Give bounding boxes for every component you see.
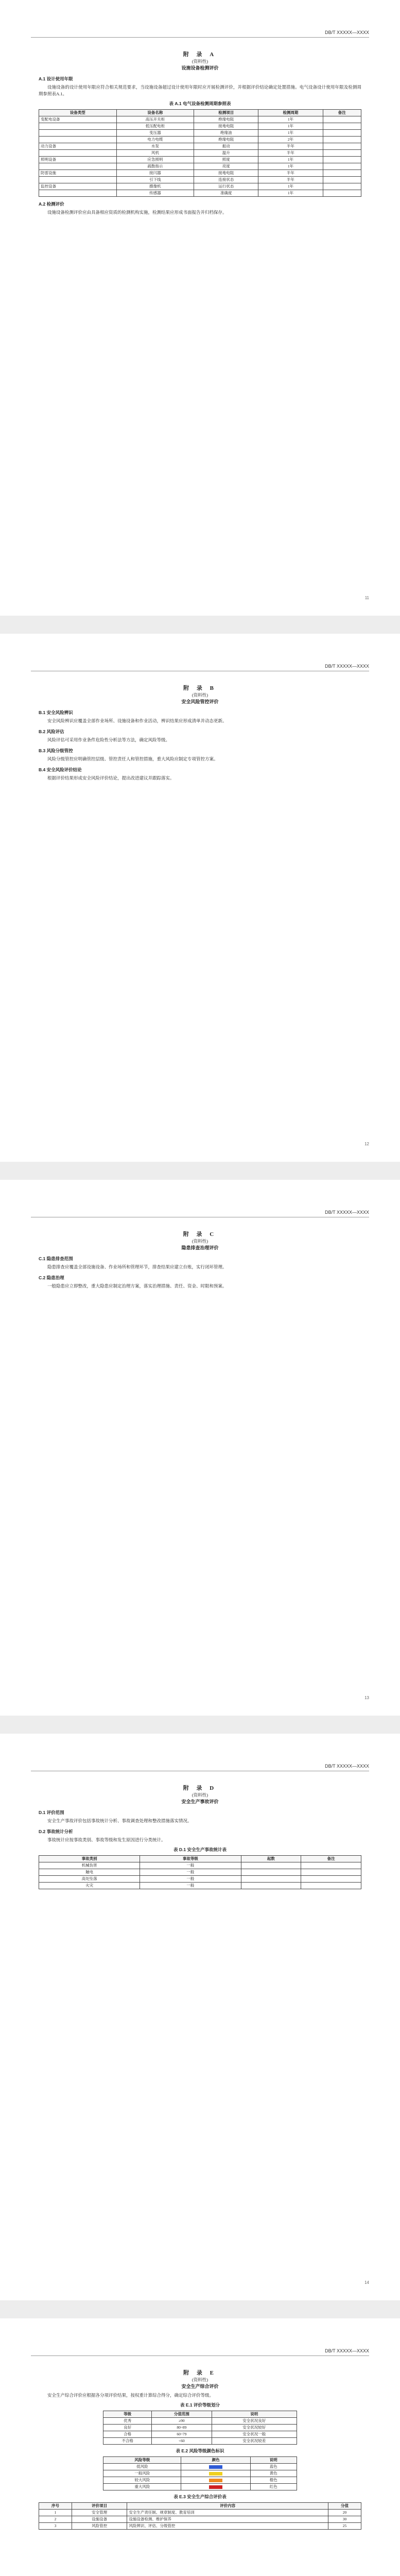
table-cell: 安全管理: [72, 2510, 127, 2516]
table-cell: [323, 170, 361, 177]
table-cell: [323, 177, 361, 183]
table-cell: [323, 137, 361, 143]
table-row: [39, 183, 361, 190]
page-content: [39, 685, 361, 783]
paragraph: 风险评估可采用作业条件危险性分析法等方法，确定风险等级。: [47, 737, 170, 742]
appendix-title: 附 录 A: [183, 52, 217, 58]
paragraph: 设施设备检测评价应由具备相应资质的检测机构实施，检测结果应形成书面报告并归档保存。: [47, 210, 227, 215]
data-table: [103, 2411, 297, 2445]
paragraph: 隐患排查应覆盖全部设施设备、作业场所和管理环节，排查结果应建立台账，实行闭环管理。: [47, 1264, 227, 1269]
table-cell: 引下线: [116, 177, 194, 183]
table-header-cell: 设备类型: [39, 110, 117, 116]
appendix-kind: (资料性): [192, 2377, 208, 2382]
table-header-cell: 起数: [241, 1856, 301, 1862]
table-row: [39, 170, 361, 177]
document-page: [0, 1734, 400, 2300]
table-cell: 1年: [258, 190, 323, 197]
table-cell: [323, 123, 361, 130]
appendix-heading: [39, 2370, 361, 2390]
table-cell: 水泵: [116, 143, 194, 150]
table-row: [103, 2425, 297, 2431]
table-cell: [323, 150, 361, 157]
table-row: [39, 157, 361, 163]
table-cell: 1年: [258, 123, 323, 130]
section-heading: A.1 设计使用年限: [39, 76, 73, 81]
table-cell: <60: [151, 2438, 212, 2445]
table-cell: 变配电设备: [39, 116, 117, 123]
table-cell: [241, 1876, 301, 1883]
table-cell: 黄色: [250, 2470, 297, 2477]
table-cell: 优秀: [103, 2418, 151, 2425]
table-caption: 表 D.1 安全生产事故统计表: [173, 1847, 227, 1852]
document-page: [0, 1180, 400, 1716]
table-cell: [301, 1862, 361, 1869]
doc-code: DB/T XXXXX—XXXX: [325, 664, 369, 669]
table-cell: 2: [39, 2516, 72, 2523]
table-header-cell: 分值范围: [151, 2411, 212, 2418]
table-cell: 防雷设施: [39, 170, 117, 177]
paragraph: 事故统计应按事故类别、事故等级和发生原因进行分类统计。: [47, 1837, 166, 1842]
table-header-cell: 事故类别: [39, 1856, 140, 1862]
table-cell: 传感器: [116, 190, 194, 197]
table-row: [103, 2470, 297, 2477]
paragraph: 安全生产事故评价包括事故统计分析、事故调查处理和整改措施落实情况。: [47, 1818, 192, 1823]
page-content: [39, 1785, 361, 1889]
table-cell: [323, 116, 361, 123]
appendix-title: 附 录 E: [183, 2370, 217, 2376]
table-caption: 表 E.2 风险等级颜色标识: [176, 2448, 224, 2453]
appendix-heading: [39, 685, 361, 705]
page-content: [39, 1231, 361, 1291]
table-cell: 火灾: [39, 1883, 140, 1889]
table-cell: 运行状态: [194, 183, 258, 190]
table-cell: 温升: [194, 150, 258, 157]
table-cell: 高压开关柜: [116, 116, 194, 123]
table-row: [39, 116, 361, 123]
doc-code: DB/T XXXXX—XXXX: [325, 30, 369, 35]
table-cell: [241, 1869, 301, 1876]
section-heading: B.3 风险分级管控: [39, 748, 73, 753]
table-cell: 设施设备检测、维护保养: [127, 2516, 328, 2523]
color-swatch: [209, 2472, 222, 2476]
table-cell: 良好: [103, 2425, 151, 2431]
table-cell: 绝缘电阻: [194, 137, 258, 143]
table-cell: 电力电缆: [116, 137, 194, 143]
table-cell: 高处坠落: [39, 1876, 140, 1883]
table-cell: 接地电阻: [194, 170, 258, 177]
table-cell: 一般: [140, 1883, 241, 1889]
appendix-heading: [39, 1231, 361, 1251]
table-header-cell: 说明: [250, 2457, 297, 2464]
table-cell: [39, 150, 117, 157]
table-row: [39, 177, 361, 183]
table-row: [39, 130, 361, 137]
table-cell: 摄像机: [116, 183, 194, 190]
table-row: [39, 1876, 361, 1883]
table-cell: 风机: [116, 150, 194, 157]
table-cell: 不合格: [103, 2438, 151, 2445]
table-cell: 接地电阻: [194, 123, 258, 130]
doc-code: DB/T XXXXX—XXXX: [325, 2348, 369, 2353]
table-header-cell: 分值: [328, 2503, 361, 2510]
table-cell: 照度: [194, 157, 258, 163]
table-cell: 1年: [258, 183, 323, 190]
table-cell: 1年: [258, 130, 323, 137]
table-cell: 低压配电柜: [116, 123, 194, 130]
appendix-name: 安全风险管控评价: [181, 699, 219, 704]
table-header-cell: 评价内容: [127, 2503, 328, 2510]
table-row: [39, 190, 361, 197]
paragraph: 设施设备的设计使用年限应符合相关规范要求，当设施设备超过设计使用年限时应开展检测评价，并根据评价结论确定处置措施。电气设备设计使用年限及检测周期参照表A.1。: [39, 84, 361, 96]
table-cell: [301, 1883, 361, 1889]
table-cell: 风险辨识、评估、分级管控: [127, 2523, 328, 2530]
table-cell: 3: [39, 2523, 72, 2530]
table-header-cell: 评价项目: [72, 2503, 127, 2510]
section-heading: A.2 检测评价: [39, 201, 64, 207]
document-page: [0, 634, 400, 1162]
page-number: 12: [364, 1142, 369, 1146]
color-swatch-cell: [181, 2484, 251, 2490]
table-caption: 表 A.1 电气设备检测周期参照表: [169, 101, 231, 106]
table-row: [103, 2418, 297, 2425]
table-header-cell: 检测周期: [258, 110, 323, 116]
table-caption: 表 E.3 安全生产综合评价表: [173, 2494, 227, 2499]
appendix-kind: (资料性): [192, 1239, 208, 1244]
table-cell: 1年: [258, 116, 323, 123]
doc-code: DB/T XXXXX—XXXX: [325, 1764, 369, 1769]
table-row: [103, 2431, 297, 2438]
table-row: [103, 2477, 297, 2484]
table-cell: 应急照明: [116, 157, 194, 163]
paragraph: 一般隐患应立即整改，重大隐患应制定治理方案，落实治理措施、责任、资金、时限和预案。: [47, 1283, 227, 1289]
header-rule: [31, 37, 369, 38]
table-cell: 安全状况一般: [212, 2431, 297, 2438]
table-row: [39, 150, 361, 157]
paragraph: 风险分级管控应明确管控层级、管控责任人和管控措施，重大风险应制定专项管控方案。: [47, 756, 218, 761]
table-cell: [39, 137, 117, 143]
paragraph: 根据评价结果形成安全风险评价结论，提出改进建议并跟踪落实。: [47, 775, 175, 781]
table-cell: 重大风险: [103, 2484, 181, 2490]
color-swatch-cell: [181, 2464, 251, 2470]
table-cell: 半年: [258, 177, 323, 183]
table-row: [103, 2438, 297, 2445]
table-cell: 1年: [258, 157, 323, 163]
table-cell: 半年: [258, 143, 323, 150]
data-table: [39, 1855, 361, 1889]
appendix-kind: (资料性): [192, 59, 208, 64]
appendix-name: 安全生产事故评价: [181, 1799, 219, 1804]
page-number: 14: [364, 2280, 369, 2285]
table-cell: 30: [328, 2516, 361, 2523]
header-rule: [31, 2355, 369, 2356]
doc-code: DB/T XXXXX—XXXX: [325, 1210, 369, 1215]
table-row: [39, 123, 361, 130]
table-cell: 振动: [194, 143, 258, 150]
table-cell: 80~89: [151, 2425, 212, 2431]
table-cell: 疏散指示: [116, 163, 194, 170]
appendix-title: 附 录 B: [183, 685, 217, 691]
page-number: 13: [364, 1696, 369, 1700]
section-heading: B.4 安全风险评价结论: [39, 767, 82, 772]
paragraph: 安全风险辨识应覆盖全部作业场所、设施设备和作业活动，辨识结果应形成清单并动态更新。: [47, 718, 227, 723]
page-content: [39, 52, 361, 217]
table-row: [39, 1869, 361, 1876]
document-page: [0, 2318, 400, 2576]
table-cell: 一般: [140, 1862, 241, 1869]
table-header-cell: 备注: [301, 1856, 361, 1862]
table-row: [39, 1883, 361, 1889]
table-cell: 变压器: [116, 130, 194, 137]
table-cell: 设施设备: [72, 2516, 127, 2523]
table-cell: 25: [328, 2523, 361, 2530]
table-cell: 机械伤害: [39, 1862, 140, 1869]
table-cell: ≥90: [151, 2418, 212, 2425]
table-cell: 1: [39, 2510, 72, 2516]
table-cell: [301, 1876, 361, 1883]
appendix-kind: (资料性): [192, 692, 208, 698]
table-cell: 60~79: [151, 2431, 212, 2438]
appendix-kind: (资料性): [192, 1792, 208, 1798]
table-cell: [39, 190, 117, 197]
table-row: [39, 2523, 361, 2530]
table-cell: 亮度: [194, 163, 258, 170]
table-cell: 20: [328, 2510, 361, 2516]
color-legend-table: [103, 2456, 297, 2490]
table-row: [103, 2464, 297, 2470]
table-cell: 半年: [258, 150, 323, 157]
table-header-cell: 说明: [212, 2411, 297, 2418]
table-cell: 2年: [258, 137, 323, 143]
table-cell: 动力设备: [39, 143, 117, 150]
color-swatch-cell: [181, 2477, 251, 2484]
table-caption: 表 E.1 评价等级划分: [180, 2402, 220, 2408]
table-header-cell: 事故等级: [140, 1856, 241, 1862]
table-header-cell: 序号: [39, 2503, 72, 2510]
table-header-cell: 设备名称: [116, 110, 194, 116]
paragraph: 安全生产综合评价应根据各分项评价结果，按权重计算综合得分，确定综合评价等级。: [47, 2393, 214, 2398]
table-cell: 安全状况较好: [212, 2425, 297, 2431]
table-header-cell: 等级: [103, 2411, 151, 2418]
color-swatch: [209, 2465, 222, 2469]
table-cell: 安全状况较差: [212, 2438, 297, 2445]
appendix-name: 隐患排查治理评价: [181, 1245, 219, 1250]
appendix-title: 附 录 C: [183, 1231, 217, 1238]
table-cell: 安全状况良好: [212, 2418, 297, 2425]
table-cell: 1年: [258, 163, 323, 170]
table-cell: [241, 1862, 301, 1869]
color-swatch-cell: [181, 2470, 251, 2477]
appendix-name: 设施设备检测评价: [181, 65, 219, 71]
table-row: [39, 137, 361, 143]
table-cell: 蓝色: [250, 2464, 297, 2470]
table-cell: 半年: [258, 170, 323, 177]
table-cell: 一般风险: [103, 2470, 181, 2477]
table-cell: [323, 163, 361, 170]
table-cell: [323, 190, 361, 197]
data-table: [39, 109, 361, 197]
table-header-cell: 颜色: [181, 2457, 251, 2464]
table-row: [39, 143, 361, 150]
section-heading: C.1 隐患排查范围: [39, 1256, 73, 1261]
table-cell: 绝缘电阻: [194, 116, 258, 123]
table-cell: [323, 130, 361, 137]
color-swatch: [209, 2485, 222, 2489]
table-cell: [39, 163, 117, 170]
table-cell: 触电: [39, 1869, 140, 1876]
section-heading: D.2 事故统计分析: [39, 1829, 73, 1834]
table-cell: [323, 183, 361, 190]
table-cell: 照明设备: [39, 157, 117, 163]
table-cell: [39, 130, 117, 137]
table-row: [39, 2516, 361, 2523]
table-row: [103, 2484, 297, 2490]
table-cell: [39, 177, 117, 183]
table-cell: [323, 143, 361, 150]
appendix-heading: [39, 1785, 361, 1805]
table-cell: [241, 1883, 301, 1889]
page-number: 11: [364, 596, 369, 600]
appendix-title: 附 录 D: [183, 1785, 217, 1791]
table-cell: 绝缘油: [194, 130, 258, 137]
table-cell: 安全生产责任制、规章制度、教育培训: [127, 2510, 328, 2516]
table-header-cell: 风险等级: [103, 2457, 181, 2464]
section-heading: B.2 风险评估: [39, 729, 64, 734]
page-content: [39, 2370, 361, 2530]
table-cell: 红色: [250, 2484, 297, 2490]
table-cell: 风险管控: [72, 2523, 127, 2530]
table-cell: 接闪器: [116, 170, 194, 177]
table-row: [39, 1862, 361, 1869]
table-cell: 较大风险: [103, 2477, 181, 2484]
table-cell: 连接状态: [194, 177, 258, 183]
section-heading: B.1 安全风险辨识: [39, 710, 73, 715]
table-cell: 橙色: [250, 2477, 297, 2484]
color-swatch: [209, 2479, 222, 2482]
table-cell: 一般: [140, 1876, 241, 1883]
table-header-cell: 备注: [323, 110, 361, 116]
table-row: [39, 163, 361, 170]
data-table: [39, 2502, 361, 2530]
table-cell: [323, 157, 361, 163]
table-cell: 低风险: [103, 2464, 181, 2470]
table-header-cell: 检测项目: [194, 110, 258, 116]
table-cell: [39, 123, 117, 130]
document-page: [0, 0, 400, 616]
appendix-name: 安全生产综合评价: [181, 2384, 219, 2389]
appendix-heading: [39, 52, 361, 72]
section-heading: C.2 隐患治理: [39, 1275, 64, 1280]
table-row: [39, 2510, 361, 2516]
table-cell: 监控设备: [39, 183, 117, 190]
section-heading: D.1 评价范围: [39, 1810, 64, 1815]
table-cell: 合格: [103, 2431, 151, 2438]
table-cell: [301, 1869, 361, 1876]
table-cell: 准确度: [194, 190, 258, 197]
table-cell: 一般: [140, 1869, 241, 1876]
